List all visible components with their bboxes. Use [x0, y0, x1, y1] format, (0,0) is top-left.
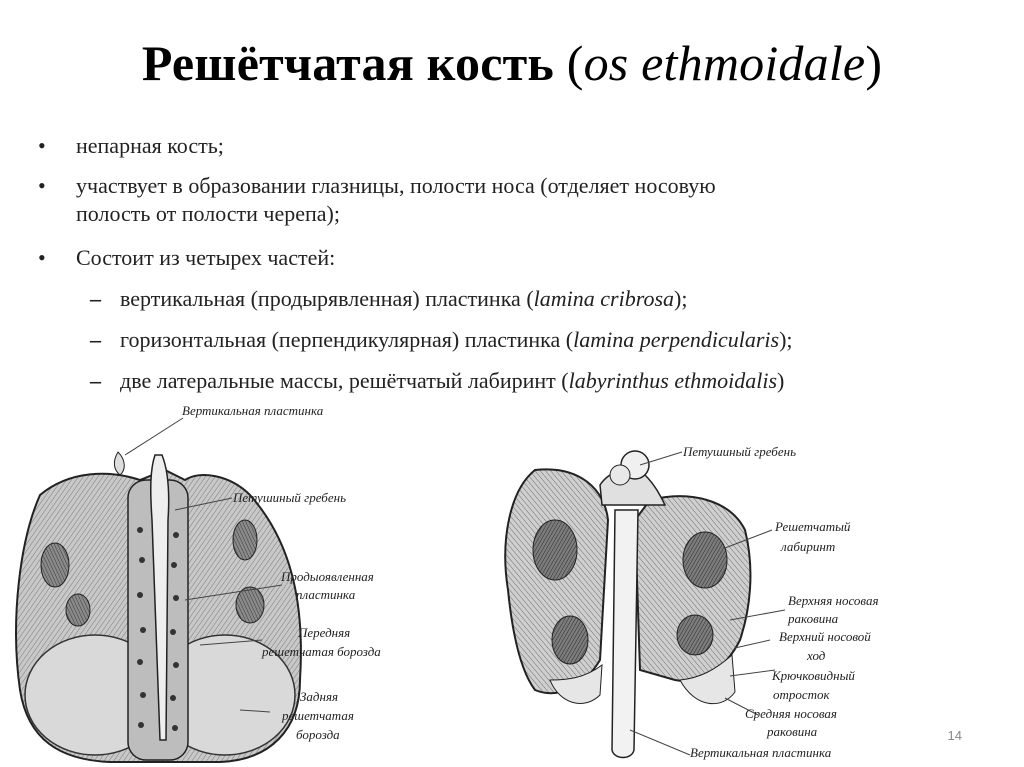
- label-superior-meatus: Верхний носовой: [779, 629, 871, 644]
- bullet-marker: •: [38, 133, 46, 158]
- sub-text: две латеральные массы, решётчатый лабиринт (: [120, 368, 569, 393]
- label-superior-concha-2: раковина: [788, 611, 839, 626]
- label-posterior-groove-2: решетчатая: [282, 708, 354, 723]
- bullet-item: [38, 244, 336, 272]
- label-uncinate-process-2: отросток: [773, 687, 830, 702]
- bullet-item: [38, 172, 716, 228]
- sub-tail: );: [674, 286, 688, 311]
- sub-item: [90, 367, 785, 395]
- bullet-text: непарная кость;: [76, 133, 224, 158]
- label-vertical-plate-left: Вертикальная пластинка: [182, 403, 324, 418]
- sub-text: горизонтальная (перпендикулярная) пластинка (: [120, 327, 574, 352]
- label-middle-concha-2: раковина: [767, 724, 818, 739]
- bullet-text-continued: полость от полости черепа);: [76, 201, 340, 226]
- label-ethmoid-labyrinth: Решетчатый: [775, 519, 851, 534]
- sub-latin: labyrinthus ethmoidalis: [568, 368, 778, 393]
- slide-title: [0, 34, 1024, 92]
- bullet-marker: •: [38, 245, 46, 270]
- page-number: 14: [947, 728, 962, 743]
- sub-item: [90, 285, 688, 313]
- bullet-text: участвует в образовании глазницы, полости носа (отделяет носовую: [76, 173, 716, 198]
- label-posterior-groove-3: борозда: [296, 727, 340, 742]
- sub-text: вертикальная (продырявленная) пластинка (: [120, 286, 534, 311]
- label-cribriform-plate-2: пластинка: [296, 587, 356, 602]
- sub-tail: ): [777, 368, 785, 393]
- label-crista-galli-left: Петушиный гребень: [233, 490, 346, 505]
- sub-item: [90, 326, 793, 354]
- sub-marker: –: [90, 327, 101, 352]
- bullet-item: [38, 132, 224, 160]
- label-vertical-plate-right: Вертикальная пластинка: [690, 745, 832, 760]
- ethmoid-top-view-illustration: [0, 400, 440, 767]
- label-middle-concha: Средняя носовая: [745, 706, 837, 721]
- sub-latin: lamina cribrosa: [533, 286, 675, 311]
- bullet-text: Состоит из четырех частей:: [76, 245, 336, 270]
- label-uncinate-process: Крючковидный: [772, 668, 855, 683]
- sub-marker: –: [90, 368, 101, 393]
- sub-tail: );: [779, 327, 793, 352]
- title-latin: (os ethmoidale): [566, 35, 883, 91]
- sub-latin: lamina perpendicularis: [573, 327, 780, 352]
- title-russian: Решётчатая кость: [141, 35, 555, 91]
- sub-marker: –: [90, 286, 101, 311]
- label-anterior-groove-2: решетчатая борозда: [262, 644, 381, 659]
- label-cribriform-plate: Продыоявленная: [281, 569, 374, 584]
- label-anterior-groove: Передняя: [298, 625, 351, 640]
- bullet-marker: •: [38, 173, 46, 198]
- label-posterior-groove: Задняя: [300, 689, 339, 704]
- label-superior-meatus-2: ход: [807, 648, 826, 663]
- label-ethmoid-labyrinth-2: лабиринт: [781, 539, 836, 554]
- label-superior-concha: Верхняя носовая: [788, 593, 879, 608]
- label-crista-galli-right: Петушиный гребень: [683, 444, 796, 459]
